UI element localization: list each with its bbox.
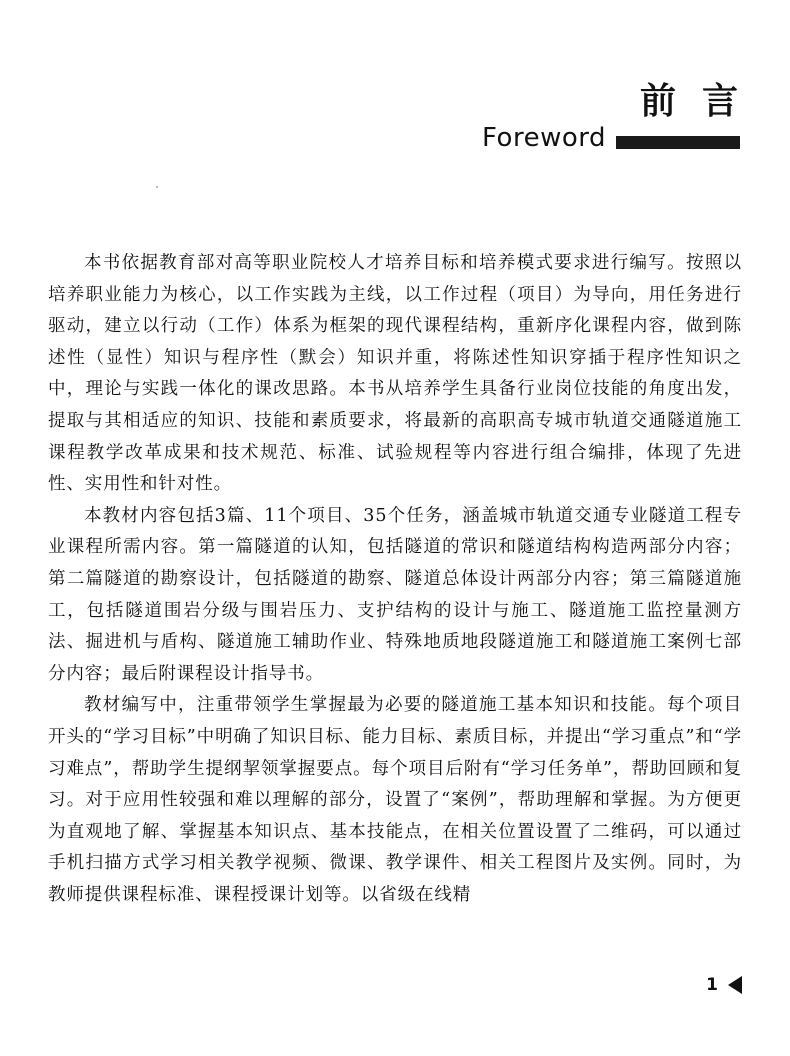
title-decoration-bar bbox=[616, 136, 740, 149]
scan-speck bbox=[156, 186, 158, 188]
page-subtitle: Foreword bbox=[482, 123, 606, 153]
paragraph-1: 本书依据教育部对高等职业院校人才培养目标和培养模式要求进行编写。按照以培养职业能力为核心，以工作实践为主线，以工作过程（项目）为导向，用任务进行驱动，建立以行动（工作）体系为框架的现代课程结构，重新序化课程内容，做到陈述性（显性）知识与程序性（默会）知识并重，将陈述性知识穿插于程序性知识之中，理论与实践一体化的课改思路。本书从培养学生具备行业岗位技能的角度出发，提取与其相适应的知识、技能和素质要求，将最新的高职高专城市轨道交通隧道施工课程教学改革成果和技术规范、标准、试验规程等内容进行组合编排，体现了先进性、实用性和针对性。 bbox=[48, 253, 742, 495]
paragraph-3: 教材编写中，注重带领学生掌握最为必要的隧道施工基本知识和技能。每个项目开头的“学习目标”中明确了知识目标、能力目标、素质目标，并提出“学习重点”和“学习难点”，帮助学生提纲挈领掌握要点。每个项目后附有“学习任务单”，帮助回顾和复习。对于应用性较强和难以理解的部分，设置了“案例”，帮助理解和掌握。为方便更为直观地了解、掌握基本知识点、基本技能点，在相关位置设置了二维码，可以通过手机扫描方式学习相关教学视频、微课、教学课件、相关工程图片及实例。同时，为教师提供课程标准、课程授课计划等。以省级在线精 bbox=[48, 695, 742, 905]
page-number: 1 bbox=[706, 975, 718, 995]
subtitle-row bbox=[482, 120, 740, 156]
page-title: 前言 bbox=[639, 81, 764, 122]
triangle-left-icon bbox=[728, 976, 742, 994]
paragraph-2: 本教材内容包括3篇、11个项目、35个任务，涵盖城市轨道交通专业隧道工程专业课程所需内容。第一篇隧道的认知，包括隧道的常识和隧道结构构造两部分内容；第二篇隧道的勘察设计，包括隧道的勘察、隧道总体设计两部分内容；第三篇隧道施工，包括隧道围岩分级与围岩压力、支护结构的设计与施工、隧道施工监控量测方法、掘进机与盾构、隧道施工辅助作业、特殊地质地段隧道施工和隧道施工案例七部分内容；最后附课程设计指导书。 bbox=[48, 505, 742, 684]
body-text bbox=[48, 248, 742, 911]
page-footer bbox=[706, 975, 742, 995]
